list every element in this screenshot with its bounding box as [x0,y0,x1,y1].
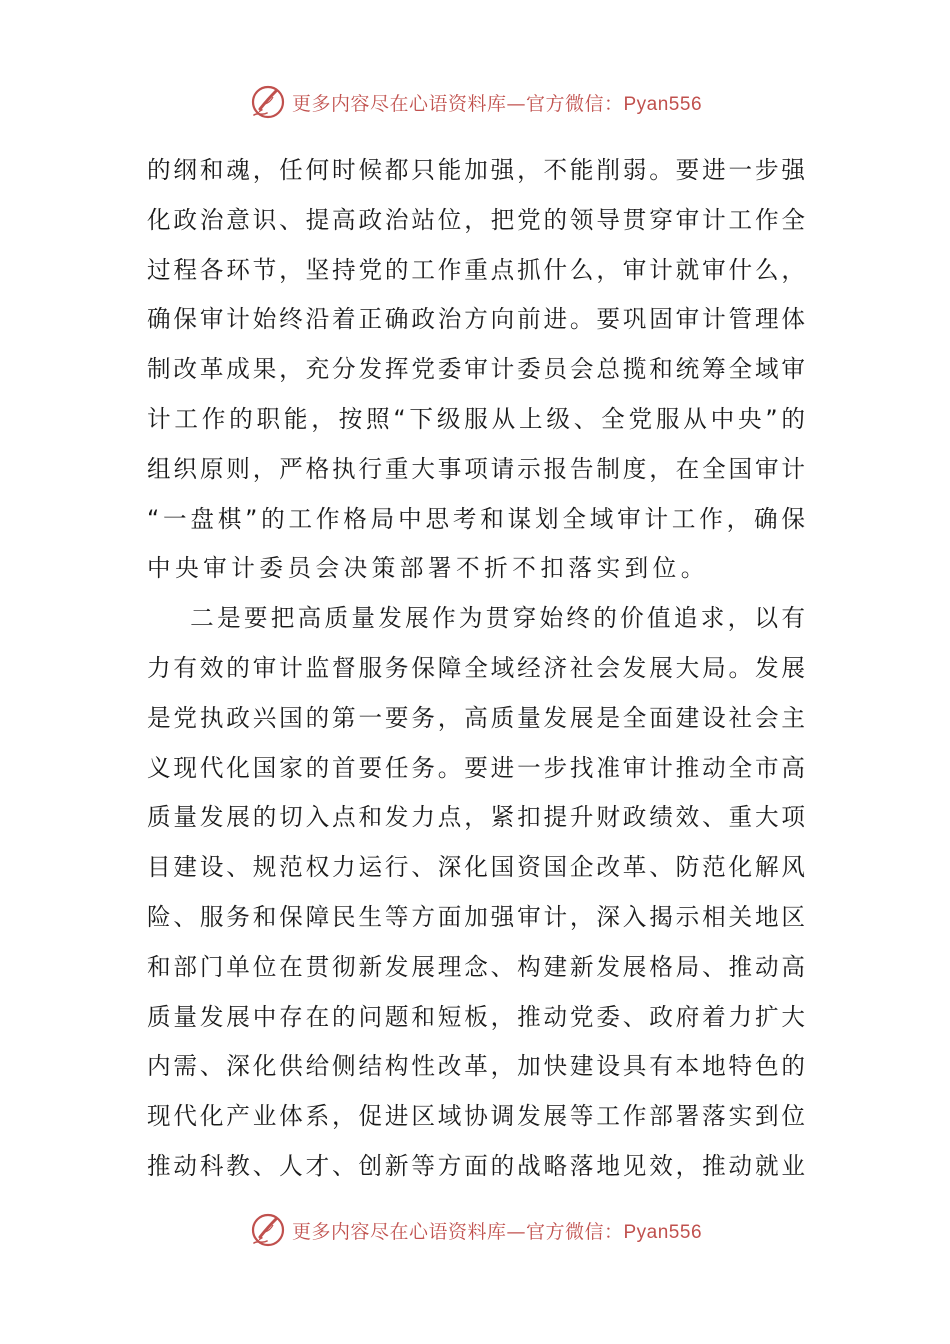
text-line: 目建设、规范权力运行、深化国资国企改革、防范化解风 [147,853,805,882]
text-line: 化政治意识、提高政治站位，把党的领导贯穿审计工作全 [147,205,805,234]
footer-watermark [0,1208,950,1252]
text-line: 组织原则，严格执行重大事项请示报告制度，在全国审计 [147,454,805,483]
text-line: 现代化产业体系，促进区域协调发展等工作部署落实到位 [147,1102,805,1131]
text-line: 内需、深化供给侧结构性改革，加快建设具有本地特色的 [147,1052,805,1081]
pen-logo-icon [248,82,288,122]
text-line: 险、服务和保障民生等方面加强审计，深入揭示相关地区 [147,902,805,931]
header-watermark [0,80,950,124]
paragraph-start-line: 二是要把高质量发展作为贯穿始终的价值追求，以有 [147,604,805,633]
text-line: 质量发展的切入点和发力点，紧扣提升财政绩效、重大项 [147,803,805,832]
text-line: 过程各环节，坚持党的工作重点抓什么，审计就审什么， [147,255,805,284]
watermark-text: 更多内容尽在心语资料库— [291,92,526,115]
watermark-wechat: 官方微信：Pyan556 [526,1221,703,1243]
text-line: 义现代化国家的首要任务。要进一步找准审计推动全市高 [147,753,805,782]
text-line: 质量发展中存在的问题和短板，推动党委、政府着力扩大 [147,1002,805,1031]
document-body [147,146,805,1192]
text-line: 确保审计始终沿着正确政治方向前进。要巩固审计管理体 [147,305,805,334]
text-line: 制改革成果，充分发挥党委审计委员会总揽和统筹全域审 [147,355,805,384]
text-line: 是党执政兴国的第一要务，高质量发展是全面建设社会主 [147,703,805,732]
text-line: “一盘棋”的工作格局中思考和谋划全域审计工作，确保 [147,504,805,533]
text-line: 力有效的审计监督服务保障全域经济社会发展大局。发展 [147,653,805,682]
watermark-text: 更多内容尽在心语资料库— [291,1220,526,1243]
text-line: 计工作的职能，按照“下级服从上级、全党服从中央”的 [147,404,805,433]
text-line: 和部门单位在贯彻新发展理念、构建新发展格局、推动高 [147,952,805,981]
watermark-wechat: 官方微信：Pyan556 [526,93,703,115]
text-line: 的纲和魂，任何时候都只能加强，不能削弱。要进一步强 [147,156,805,184]
text-line: 推动科教、人才、创新等方面的战略落地见效，推动就业 [147,1151,805,1180]
text-line: 中央审计委员会决策部署不折不扣落实到位。 [147,554,709,583]
pen-logo-icon [248,1210,288,1250]
